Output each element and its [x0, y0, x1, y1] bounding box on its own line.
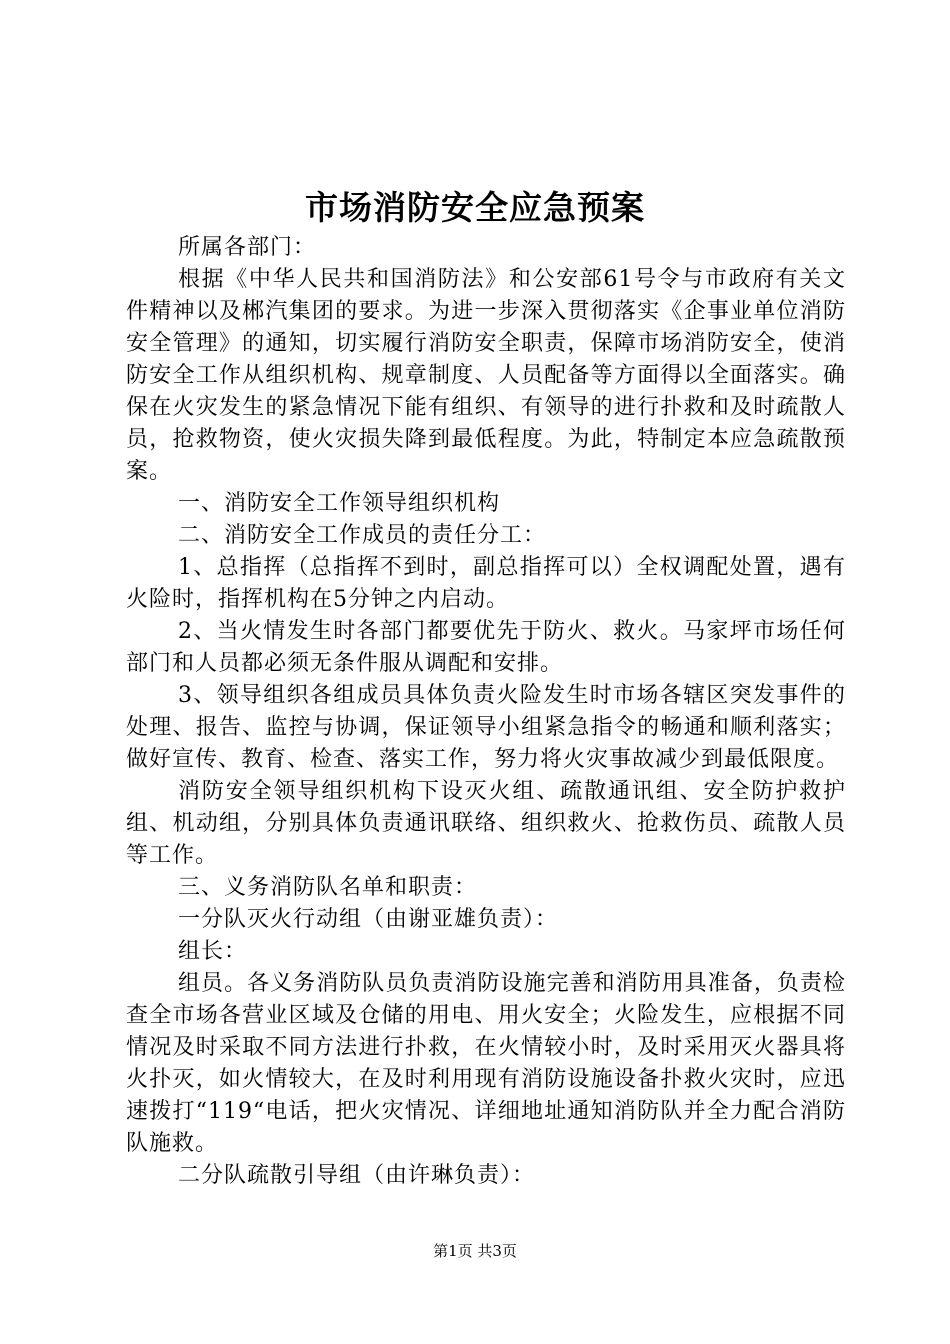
paragraph-salutation: 所属各部门： — [178, 235, 317, 260]
paragraph-team-1: 一分队灭火行动组（由谢亚雄负责）： — [178, 907, 559, 932]
paragraph-item-3: 3、领导组织各组成员具体负责火险发生时市场各辖区突发事件的处理、报告、监控与协调，保证领导小组紧急指令的畅通和顺利落实；做好宣传、教育、检查、落实工作，努力将火灾事故减少到最低限度。 — [126, 683, 846, 772]
document-title: 市场消防安全应急预案 — [305, 188, 645, 227]
paragraph-item-2: 2、当火情发生时各部门都要优先于防火、救火。马家坪市场任何部门和人员都必须无条件服从调配和安排。 — [126, 619, 846, 676]
paragraph-team-leader: 组长： — [178, 939, 248, 964]
page-footer: 第1页 共3页 — [433, 1242, 517, 1260]
paragraph-team-2: 二分队疏散引导组（由许琳负责）： — [178, 1163, 536, 1188]
paragraph-subgroups: 消防安全领导组织机构下设灭火组、疏散通讯组、安全防护救护组、机动组，分别具体负责通讯联络、组织救火、抢救伤员、疏散人员等工作。 — [126, 779, 846, 868]
paragraph-intro: 根据《中华人民共和国消防法》和公安部61号令与市政府有关文件精神以及郴汽集团的要求。为进一步深入贯彻落实《企事业单位消防安全管理》的通知，切实履行消防安全职责，保障市场消防安全，使消防安全工作从组织机构、规章制度、人员配备等方面得以全面落实。确保在火灾发生的紧急情况下能有组织、有领导的进行扑救和及时疏散人员，抢救物资，使火灾损失降到最低程度。为此，特制定本应急疏散预案。 — [126, 267, 846, 484]
paragraph-section-1: 一、消防安全工作领导组织机构 — [178, 491, 501, 516]
paragraph-section-2: 二、消防安全工作成员的责任分工： — [178, 523, 547, 548]
paragraph-section-3: 三、义务消防队名单和职责： — [178, 875, 478, 900]
paragraph-team-members: 组员。各义务消防队员负责消防设施完善和消防用具准备，负责检查全市场各营业区域及仓储的用电、用火安全；火险发生，应根据不同情况及时采取不同方法进行扑救，在火情较小时，及时采用灭火器具将火扑灭，如火情较大，在及时利用现有消防设施设备扑救火灾时，应迅速拨打“119“电话，把火灾情况、详细地址通知消防队并全力配合消防队施救。 — [126, 971, 846, 1156]
paragraph-item-1: 1、总指挥（总指挥不到时，副总指挥可以）全权调配处置，遇有火险时，指挥机构在5分钟之内启动。 — [126, 555, 846, 612]
document-body — [126, 232, 846, 1192]
